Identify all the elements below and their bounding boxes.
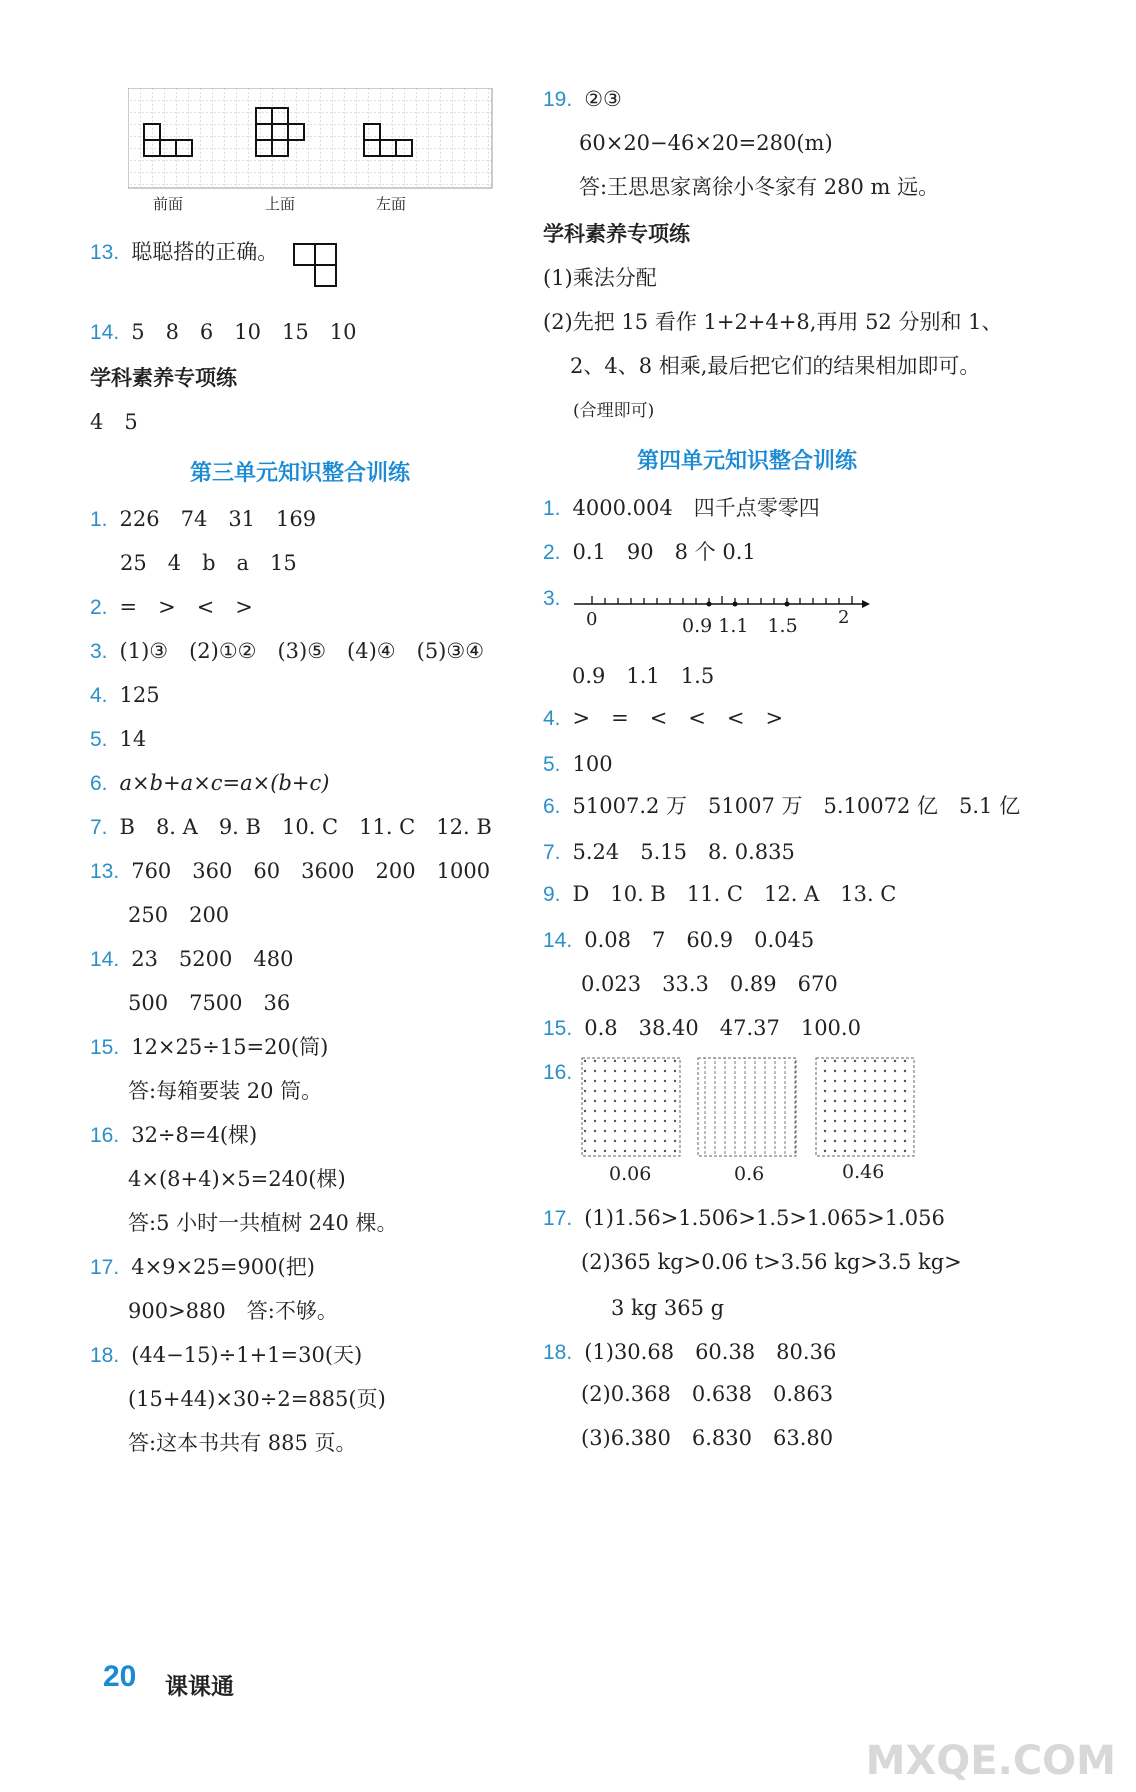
answer-line <box>90 769 329 798</box>
answer-line <box>128 1429 357 1457</box>
unit4-title: 第四单元知识整合训练 <box>637 449 858 474</box>
answer-text: 答:这本书共有 885 页。 <box>128 1431 357 1455</box>
question-number: 18. <box>543 1341 573 1364</box>
answer-text: 0.8 38.40 47.37 100.0 <box>584 1016 861 1040</box>
left-q14 <box>90 318 356 347</box>
answer-text: (2)0.368 0.638 0.863 <box>581 1382 834 1406</box>
grid-0-6 <box>698 1058 796 1156</box>
section1-answer: 4 5 <box>90 410 138 434</box>
page-number: 20 <box>103 1660 137 1693</box>
grid-caption-2: 0.6 <box>734 1163 765 1185</box>
answer-text: 14 <box>119 727 147 751</box>
question-number: 16. <box>543 1061 573 1084</box>
question-number: 9. <box>543 883 561 906</box>
answer-line <box>543 494 820 523</box>
answer-text: (44−15)÷1+1=30(天) <box>131 1343 363 1367</box>
answer-line <box>543 538 756 567</box>
answer-text: 答:每箱要装 20 筒。 <box>128 1079 323 1103</box>
answer-line <box>128 1297 338 1325</box>
answer-line <box>543 584 573 613</box>
q13-shape <box>293 243 339 289</box>
answer-text: 250 200 <box>128 903 230 927</box>
answer-text: 聪聪搭的正确。 <box>131 240 279 264</box>
question-number: 3. <box>543 587 561 610</box>
answer-line <box>581 1380 833 1408</box>
answer-text: 答:5 小时一共植树 240 棵。 <box>128 1211 398 1235</box>
answer-line <box>128 989 290 1017</box>
answer-text: 4×(8+4)×5=240(棵) <box>128 1167 346 1191</box>
answer-line <box>90 593 253 622</box>
answer-text: > = < < < > <box>572 706 784 730</box>
question-number: 2. <box>543 541 561 564</box>
answer-text: 23 5200 480 <box>131 947 294 971</box>
answer-line <box>90 1033 328 1062</box>
answer-text: 0.023 33.3 0.89 670 <box>581 972 838 996</box>
number-line-start: 0 <box>586 609 598 630</box>
question-number: 6. <box>543 795 561 818</box>
section2-line-2: (2)先把 15 看作 1+2+4+8,再用 52 分别和 1、 <box>543 310 1003 334</box>
number-line-ticks <box>592 596 852 604</box>
answer-line <box>128 1165 346 1193</box>
answer-line <box>543 838 795 867</box>
grid-0-06 <box>582 1058 680 1156</box>
answer-text: (2)365 kg>0.06 t>3.56 kg>3.5 kg> <box>581 1250 962 1274</box>
question-number: 7. <box>90 816 108 839</box>
answer-line <box>543 926 814 955</box>
answer-text: 4×9×25=900(把) <box>131 1255 315 1279</box>
answer-line <box>543 1204 945 1233</box>
answer-line <box>543 1058 584 1087</box>
section2-line-4: (合理即可) <box>573 401 655 421</box>
number-line-labels: 0.9 1.1 1.5 <box>682 615 798 637</box>
question-number: 17. <box>543 1207 573 1230</box>
unit3-title: 第三单元知识整合训练 <box>190 461 411 486</box>
answer-line <box>581 970 838 998</box>
answer-text: a×b+a×c=a×(b+c) <box>119 771 330 795</box>
answer-text: 3 kg 365 g <box>611 1296 725 1320</box>
question-number: 18. <box>90 1344 120 1367</box>
point-1-1 <box>733 602 738 607</box>
section2-line-1: (1)乘法分配 <box>543 266 657 290</box>
answer-text: 25 4 b a 15 <box>120 551 297 575</box>
caption-top: 上面 <box>265 195 296 213</box>
decimal-grids <box>580 1056 920 1162</box>
question-number: 17. <box>90 1256 120 1279</box>
answer-line <box>543 1014 861 1043</box>
answer-line <box>543 792 1020 821</box>
book-title: 课课通 <box>165 1674 234 1700</box>
answer-text: 760 360 60 3600 200 1000 <box>131 859 491 883</box>
answer-line <box>90 1253 315 1282</box>
number-line-answer: 0.9 1.1 1.5 <box>572 664 715 688</box>
answer-text: (15+44)×30÷2=885(页) <box>128 1387 386 1411</box>
caption-left: 左面 <box>376 195 407 213</box>
answer-text: 51007.2 万 51007 万 5.10072 亿 5.1 亿 <box>572 794 1021 818</box>
answer-line <box>90 1121 257 1150</box>
answer-line <box>581 1248 962 1276</box>
watermark-logo: MXQE.COM <box>865 1738 1116 1784</box>
answer-line <box>543 704 783 733</box>
question-number: 7. <box>543 841 561 864</box>
grid-0-46 <box>816 1058 914 1156</box>
answer-text: 125 <box>119 683 160 707</box>
answer-text: D 10. B 11. C 12. A 13. C <box>572 882 897 906</box>
question-number: 14. <box>90 321 120 344</box>
question-number: 13. <box>90 241 120 264</box>
grid-caption-1: 0.06 <box>609 1163 652 1185</box>
answer-text: 500 7500 36 <box>128 991 291 1015</box>
answer-text: (1)30.68 60.38 80.36 <box>584 1340 837 1364</box>
question-number: 4. <box>543 707 561 730</box>
point-0-9 <box>707 602 712 607</box>
question-number: 4. <box>90 684 108 707</box>
answer-line <box>90 681 160 710</box>
answer-line <box>128 1209 398 1237</box>
question-number: 3. <box>90 640 108 663</box>
answer-text: B 8. A 9. B 10. C 11. C 12. B <box>119 815 492 839</box>
question-number: 15. <box>543 1017 573 1040</box>
answer-line <box>579 129 833 157</box>
section2-line-3: 2、4、8 相乘,最后把它们的结果相加即可。 <box>570 354 981 378</box>
answer-text: (1)③ (2)①② (3)⑤ (4)④ (5)③④ <box>119 639 485 663</box>
answer-line <box>90 725 146 754</box>
question-number: 14. <box>543 929 573 952</box>
answer-line <box>543 1338 836 1367</box>
question-number: 1. <box>90 508 108 531</box>
answer-text: 226 74 31 169 <box>119 507 317 531</box>
answer-text: 5.24 5.15 8. 0.835 <box>572 840 795 864</box>
question-number: 2. <box>90 596 108 619</box>
answer-line <box>90 945 293 974</box>
question-number: 1. <box>543 497 561 520</box>
answer-text: = > < > <box>119 595 253 619</box>
answer-line <box>611 1294 724 1322</box>
answer-text: 0.1 90 8 个 0.1 <box>572 540 756 564</box>
question-number: 14. <box>90 948 120 971</box>
answer-text: (3)6.380 6.830 63.80 <box>581 1426 834 1450</box>
section-title-literacy-1: 学科素养专项练 <box>90 366 237 390</box>
views-grid-svg <box>128 88 493 190</box>
caption-front: 前面 <box>153 195 184 213</box>
answer-line <box>90 505 316 534</box>
question-number: 13. <box>90 860 120 883</box>
answer-line <box>128 901 229 929</box>
answer-text: 32÷8=4(棵) <box>131 1123 258 1147</box>
answer-text: 12×25÷15=20(筒) <box>131 1035 329 1059</box>
answer-line <box>581 1424 833 1452</box>
answer-text: 答:王思思家离徐小冬家有 280 m 远。 <box>579 175 940 199</box>
point-1-5 <box>785 602 790 607</box>
question-number: 15. <box>90 1036 120 1059</box>
answer-line <box>120 549 297 577</box>
answer-text: 4000.004 四千点零零四 <box>572 496 820 520</box>
answer-line <box>90 1341 362 1370</box>
grid-caption-3: 0.46 <box>842 1161 885 1183</box>
answer-text: 5 8 6 10 15 10 <box>131 320 357 344</box>
answer-line <box>543 85 622 114</box>
answer-text: 60×20−46×20=280(m) <box>579 131 833 155</box>
answer-line <box>579 173 939 201</box>
answer-text: (1)1.56>1.506>1.5>1.065>1.056 <box>584 1206 945 1230</box>
answer-text: 900>880 答:不够。 <box>128 1299 338 1323</box>
answer-line <box>90 637 484 666</box>
answer-text: ②③ <box>584 87 622 111</box>
question-number: 19. <box>543 88 573 111</box>
answer-text: 0.08 7 60.9 0.045 <box>584 928 815 952</box>
answer-line <box>90 857 490 886</box>
answer-line <box>543 750 613 779</box>
question-number: 16. <box>90 1124 120 1147</box>
answer-line <box>128 1385 386 1413</box>
answer-text: 100 <box>572 752 613 776</box>
question-number: 5. <box>90 728 108 751</box>
three-views-figure <box>128 88 493 194</box>
answer-line <box>90 813 492 842</box>
answer-line <box>128 1077 322 1105</box>
question-number: 5. <box>543 753 561 776</box>
section-title-literacy-2: 学科素养专项练 <box>543 222 690 246</box>
answer-line <box>543 880 896 909</box>
question-number: 6. <box>90 772 108 795</box>
number-line-end: 2 <box>838 607 850 628</box>
left-q13 <box>90 238 278 267</box>
